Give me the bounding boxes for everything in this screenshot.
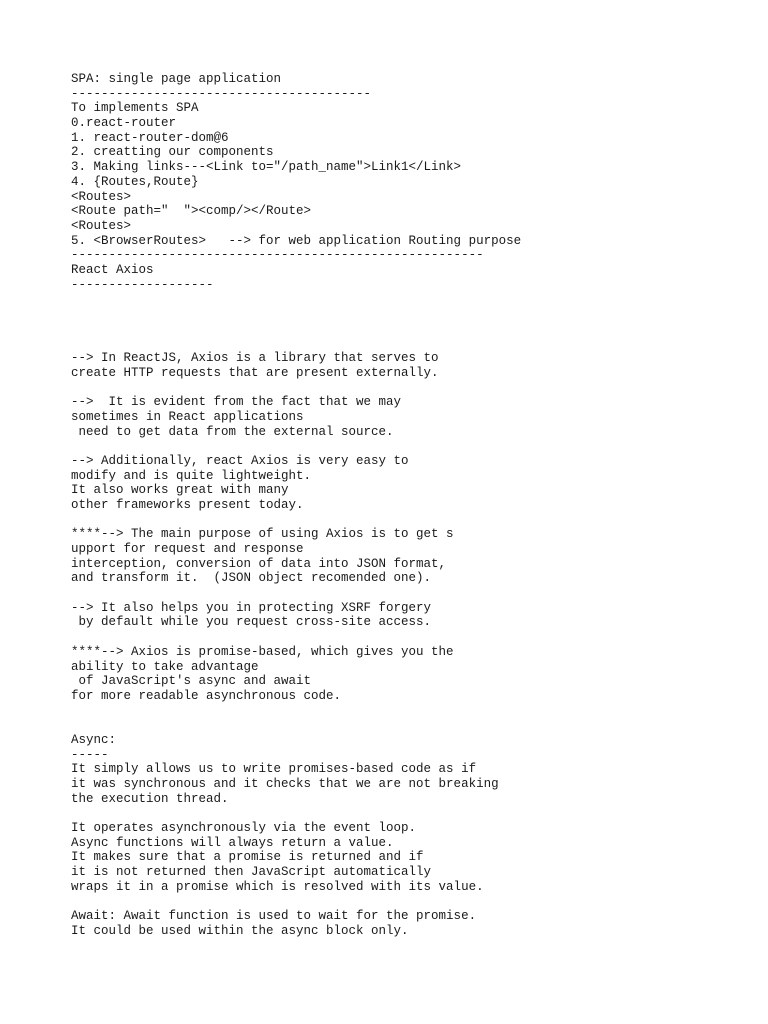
separator-line: ---------------------------------------- <box>71 86 372 101</box>
text-line: and transform it. (JSON object recomended one). <box>71 571 432 586</box>
text-line: <Routes> <box>71 189 132 204</box>
blank-line <box>71 336 751 351</box>
text-line: --> Additionally, react Axios is very easy to <box>71 453 409 468</box>
document-page <box>71 72 751 939</box>
text-line: interception, conversion of data into JSON format, <box>71 556 447 571</box>
text-line: ****--> Axios is promise-based, which gives you the <box>71 644 454 659</box>
text-line: It simply allows us to write promises-based code as if <box>71 762 477 777</box>
text-line: by default while you request cross-site access. <box>71 615 432 630</box>
section-heading: Async: <box>71 732 117 747</box>
text-line: It could be used within the async block only. <box>71 923 409 938</box>
blank-line <box>71 439 751 454</box>
text-line: it was synchronous and it checks that we are not breaking <box>71 777 499 791</box>
text-line: It makes sure that a promise is returned and if <box>71 850 424 865</box>
blank-line <box>71 513 751 528</box>
blank-line <box>71 718 751 733</box>
blank-line <box>71 630 751 645</box>
separator-line: ------------------- <box>71 277 214 292</box>
blank-line <box>71 292 751 307</box>
blank-line <box>71 380 751 395</box>
text-line: Async functions will always return a value. <box>71 835 394 850</box>
text-line: 1. react-router-dom@6 <box>71 130 229 145</box>
text-line: --> It also helps you in protecting XSRF forgery <box>71 600 432 615</box>
blank-line <box>71 895 751 910</box>
separator-line: ----- <box>71 747 109 762</box>
text-line: 4. {Routes,Route} <box>71 174 199 189</box>
text-line: upport for request and response <box>71 542 304 556</box>
text-line: 0.react-router <box>71 116 177 131</box>
text-line: wraps it in a promise which is resolved with its value. <box>71 879 484 894</box>
text-line: of JavaScript's async and await <box>71 674 312 689</box>
text-line: modify and is quite lightweight. <box>71 468 312 483</box>
text-line: SPA: single page application <box>71 72 282 86</box>
text-line: It operates asynchronously via the event loop. <box>71 821 417 836</box>
blank-line <box>71 806 751 821</box>
text-line: To implements SPA <box>71 101 199 116</box>
text-line: the execution thread. <box>71 791 229 806</box>
text-line: ability to take advantage <box>71 659 259 674</box>
text-line: Await: Await function is used to wait for the promise. <box>71 909 477 924</box>
section-heading: React Axios <box>71 262 154 277</box>
text-line: --> In ReactJS, Axios is a library that serves to <box>71 351 439 366</box>
text-line: create HTTP requests that are present externally. <box>71 365 439 380</box>
text-line: --> It is evident from the fact that we may <box>71 395 402 410</box>
separator-line: ------------------------------------------------------- <box>71 248 484 263</box>
text-line: <Routes> <box>71 218 132 233</box>
text-line: need to get data from the external source. <box>71 424 394 439</box>
text-line: It also works great with many <box>71 483 289 498</box>
text-line: for more readable asynchronous code. <box>71 688 342 703</box>
blank-line <box>71 704 751 719</box>
text-line: <Route path=" "><comp/></Route> <box>71 204 312 219</box>
blank-line <box>71 322 751 337</box>
blank-line <box>71 307 751 322</box>
text-line: it is not returned then JavaScript automatically <box>71 865 432 880</box>
text-line: 3. Making links---<Link to="/path_name">Link1</Link> <box>71 160 462 175</box>
text-line: 5. <BrowserRoutes> --> for web application Routing purpose <box>71 233 522 248</box>
text-line: sometimes in React applications <box>71 409 304 424</box>
blank-line <box>71 586 751 601</box>
text-line: 2. creatting our components <box>71 145 274 160</box>
text-line: ****--> The main purpose of using Axios is to get s <box>71 527 454 542</box>
text-line: other frameworks present today. <box>71 497 304 512</box>
